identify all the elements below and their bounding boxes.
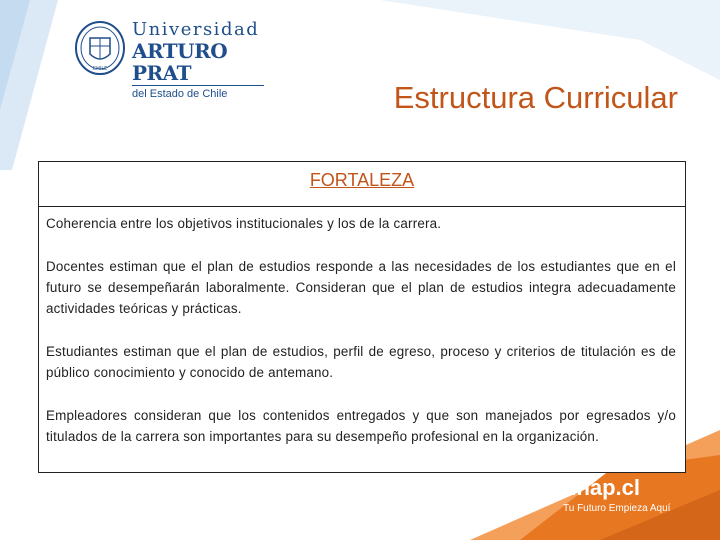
logo-subtitle: del Estado de Chile (132, 88, 228, 100)
table-body (39, 207, 685, 447)
logo-university: Universidad (132, 19, 260, 40)
stripe-shape (380, 0, 720, 80)
seal-icon (74, 20, 126, 76)
slide-title: Estructura Curricular (393, 80, 678, 115)
strength-item: Estudiantes estiman que el plan de estudios, perfil de egreso, proceso y criterios de titulación es de público conocimiento y conocido de antemano. (46, 344, 676, 380)
strength-item: Empleadores consideran que los contenidos entregados y que son manejados por egresados y/o titulados de la carrera son importantes para su desempeño profesional en la organización. (46, 408, 676, 444)
brand-name: unap.cl (563, 475, 641, 500)
table-heading: FORTALEZA (309, 170, 415, 190)
table-header (39, 162, 685, 207)
footer-brand (563, 476, 670, 516)
strength-item: Coherencia entre los objetivos institucionales y los de la carrera. (46, 216, 442, 231)
logo-text (132, 20, 264, 102)
svg-text:CHILE: CHILE (92, 66, 108, 72)
brand-tagline: Tu Futuro Empieza Aquí (563, 503, 671, 514)
logo-name: ARTURO PRAT (132, 40, 264, 86)
strengths-table (38, 161, 686, 473)
university-logo (74, 19, 264, 100)
strength-item: Docentes estiman que el plan de estudios responde a las necesidades de los estudiantes que en el futuro se desempeñarán laboralmente. Consideran que el plan de estudios integra adecuadamente actividades teóricas y prácticas. (46, 259, 676, 316)
